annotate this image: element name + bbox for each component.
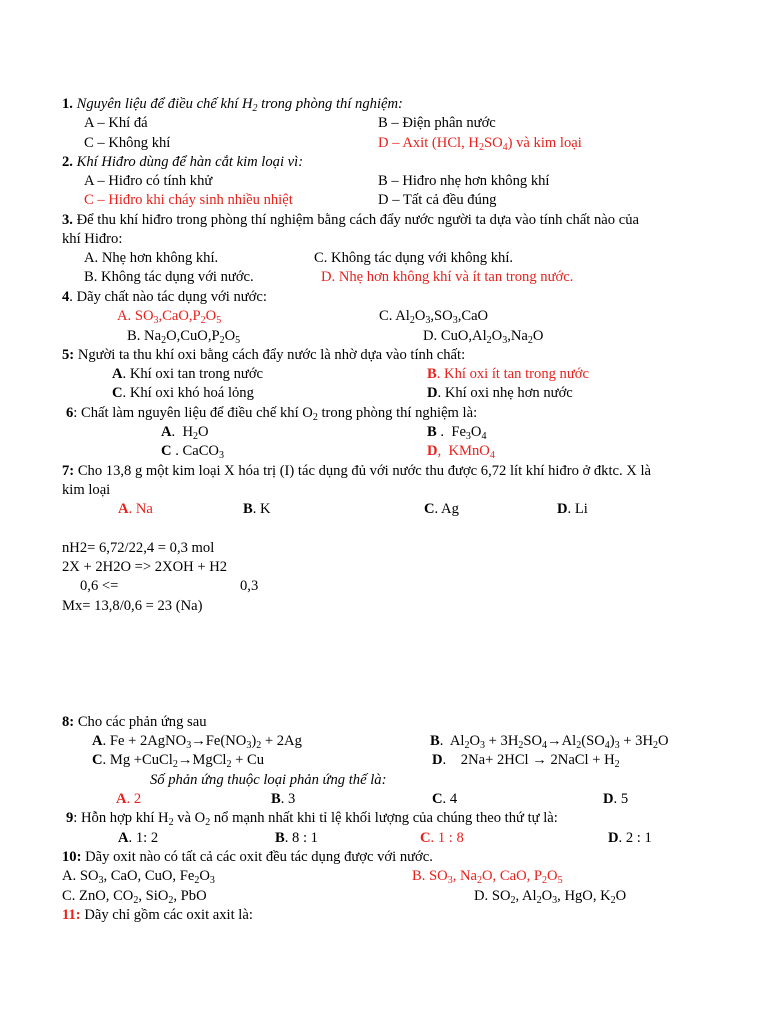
q8-answer-a <box>116 790 141 809</box>
q8-sub-question-text: Số phản ứng thuộc loại phản ứng thế là: <box>150 772 387 788</box>
q6-option-d: D, KMnO$_4$ <box>427 443 495 461</box>
q6-number: 6 <box>66 405 74 421</box>
q7-stem <box>62 462 651 481</box>
q5-option-b <box>427 365 589 384</box>
q7-work-line4: Mx= 13,8/0,6 = 23 (Na) <box>62 598 203 614</box>
q2-number: 2. <box>62 154 73 170</box>
q5-a-text: . Khí oxi tan trong nước <box>122 366 264 382</box>
q9-ans-c-letter: C <box>420 830 431 846</box>
q5-d-letter: D <box>427 385 438 401</box>
q6-stem: 6: Chất làm nguyên liệu để điều chế khí $O_2$ trong phòng thí nghiệm là: <box>66 405 478 423</box>
q10-option-c: C. ZnO, $CO_2$, SiO$_2$, PbO <box>62 888 207 906</box>
q8-stem-text: Cho các phản ứng sau <box>77 714 207 730</box>
q7-d-text: . Li <box>567 501 588 517</box>
q9-number: 9 <box>66 810 74 826</box>
q1-option-c: C – Không khí <box>84 135 171 151</box>
q11-number: 11: <box>62 907 81 923</box>
q7-option-b <box>243 500 271 519</box>
q1-number: 1. <box>62 96 73 112</box>
q5-c-letter: C <box>112 385 123 401</box>
q2-option-c: C – Hiđro khi cháy sinh nhiều nhiệt <box>84 192 293 208</box>
q7-work-line3-left: 0,6 <= <box>80 578 119 594</box>
q8-ans-c-letter: C <box>432 791 443 807</box>
q5-c-text: . Khí oxi khó hoá lỏng <box>122 385 254 401</box>
q7-stem-line1: Cho 13,8 g một kim loại X hóa trị (I) tác dụng đủ với nước thu được 6,72 lít khí hiđro ở đktc. X là <box>77 463 652 479</box>
q7-option-c <box>424 500 459 519</box>
q9-ans-b-text: . 8 : 1 <box>284 830 318 846</box>
q3-option-c: C. Không tác dụng với không khí. <box>314 250 514 266</box>
q9-answer-a <box>118 829 158 848</box>
q7-option-d <box>557 500 588 519</box>
q8-sub-question <box>150 771 386 790</box>
q4-number: 4 <box>62 289 70 305</box>
q1-option-a: A – Khí đá <box>84 115 148 131</box>
q11-stem <box>62 906 253 925</box>
q5-number: 5: <box>62 347 75 363</box>
q3-option-b: B. Không tác dụng với nước. <box>84 269 254 285</box>
q11-stem-text: Dãy chỉ gồm các oxit axit là: <box>84 907 253 923</box>
q8-number: 8: <box>62 714 75 730</box>
q9-ans-b-letter: B <box>275 830 285 846</box>
q8-stem <box>62 713 207 732</box>
q4-option-a: A. $SO_3,CaO,P_2O_5$ <box>117 308 222 326</box>
q7-b-text: . K <box>252 501 271 517</box>
q2-stem <box>62 153 303 172</box>
q6-d-letter: D <box>427 443 438 459</box>
q5-option-d <box>427 384 573 403</box>
q9-stem: 9: Hỗn hợp khí $H_2$ và $O_2$ nổ mạnh nhất khi tỉ lệ khối lượng của chúng theo thứ tự là: <box>66 810 558 828</box>
q3-option-d: D. Nhẹ hơn không khí và ít tan trong nước. <box>321 269 574 285</box>
q5-b-letter: B <box>427 366 437 382</box>
q5-option-a <box>112 365 263 384</box>
q4-option-d: D. $CuO,Al_2O_3,Na_2O$ <box>423 328 544 346</box>
q7-option-a <box>118 500 153 519</box>
q8-ans-a-text: . 2 <box>126 791 142 807</box>
q10-stem <box>62 848 433 867</box>
q3-stem <box>62 211 639 230</box>
q1-stem: 1. Nguyên liệu để điều chế khí $H_2$ trong phòng thí nghiệm: <box>62 96 403 114</box>
q5-b-text: . Khí oxi ít tan trong nước <box>436 366 589 382</box>
q7-b-letter: B <box>243 501 253 517</box>
q8-option-c: C. Mg +CuCl$_2$→MgCl$_2$ + Cu <box>92 752 265 770</box>
q8-answer-b <box>271 790 295 809</box>
q4-option-b: B. $Na_2O,CuO,P_2O_5$ <box>127 328 241 346</box>
q2-option-d: D – Tất cả đều đúng <box>378 192 497 208</box>
q8-ans-a-letter: A <box>116 791 127 807</box>
q7-work-line1: nH2= 6,72/22,4 = 0,3 mol <box>62 540 215 556</box>
q8-answer-c <box>432 790 457 809</box>
q8-ans-c-text: . 4 <box>442 791 458 807</box>
q7-a-letter: A <box>118 501 129 517</box>
q8-ans-d-text: . 5 <box>613 791 629 807</box>
q6-b-letter: B <box>427 424 437 440</box>
q8-d-letter: D <box>432 752 443 768</box>
q3-number: 3. <box>62 212 73 228</box>
q9-answer-c <box>420 829 464 848</box>
q10-option-a: A. $SO_3$, CaO, CuO, $Fe_2O_3$ <box>62 868 215 886</box>
q8-option-d: D. 2Na+ 2HCl → 2NaCl + $H_2$ <box>432 752 620 770</box>
q7-number: 7: <box>62 463 75 479</box>
q2-option-b: B – Hiđro nhẹ hơn không khí <box>378 173 550 189</box>
q1-option-b: B – Điện phân nước <box>378 115 496 131</box>
q1-option-d: D – Axit (HCl, $H_2SO_4$) và kim loại <box>378 135 582 153</box>
q10-number: 10: <box>62 849 82 865</box>
q8-b-letter: B <box>430 733 440 749</box>
q7-a-text: . Na <box>128 501 153 517</box>
q5-d-text: . Khí oxi nhẹ hơn nước <box>437 385 573 401</box>
q9-answer-d <box>608 829 652 848</box>
q6-c-letter: C <box>161 443 172 459</box>
q8-a-letter: A <box>92 733 103 749</box>
q4-option-c: C. $Al_2O_3,SO_3,CaO$ <box>379 308 489 326</box>
q8-ans-d-letter: D <box>603 791 614 807</box>
q5-stem <box>62 346 465 365</box>
q9-ans-d-letter: D <box>608 830 619 846</box>
q8-ans-b-text: . 3 <box>280 791 296 807</box>
q7-work-line2: 2X + 2H2O => 2XOH + H2 <box>62 559 228 575</box>
q5-option-c <box>112 384 254 403</box>
q6-option-b: B . $Fe_3O_4$ <box>427 424 487 442</box>
q6-option-c: C . CaCO$_3$ <box>161 443 224 461</box>
q9-answer-b <box>275 829 318 848</box>
q8-option-b: B. $Al_2O_3 + 3H_2SO_4\to Al_2(SO_4)_3 + 3H_2O$ <box>430 733 669 751</box>
q4-stem <box>62 288 267 307</box>
q10-stem-text: Dãy oxit nào có tất cả các oxit đều tác dụng được với nước. <box>85 849 433 865</box>
q9-ans-d-text: . 2 : 1 <box>618 830 652 846</box>
q7-c-text: . Ag <box>434 501 459 517</box>
q6-a-letter: A <box>161 424 172 440</box>
q2-stem-text: Khí Hiđro dùng để hàn cắt kim loại vì: <box>76 154 304 170</box>
q9-ans-c-text: . 1 : 8 <box>430 830 464 846</box>
q8-c-letter: C <box>92 752 103 768</box>
q7-work-line3-right: 0,3 <box>240 578 259 594</box>
q8-answer-d <box>603 790 628 809</box>
q2-option-a: A – Hiđro có tính khử <box>84 173 213 189</box>
q8-option-a: A. $Fe + 2AgNO_3\to Fe(NO_3)_2 + 2Ag$ <box>92 733 302 751</box>
q5-stem-text: Người ta thu khí oxi bằng cách đẩy nước là nhờ dựa vào tính chất: <box>77 347 466 363</box>
q9-ans-a-text: . 1: 2 <box>128 830 159 846</box>
q9-ans-a-letter: A <box>118 830 129 846</box>
q7-stem-line2: kim loại <box>62 482 111 498</box>
q7-d-letter: D <box>557 501 568 517</box>
q10-option-d: D. $SO_2$, $Al_2O_3$, HgO, $K_2O$ <box>474 888 627 906</box>
q3-stem-line2: khí Hiđro: <box>62 231 123 247</box>
q4-stem-text: . Dãy chất nào tác dụng với nước: <box>69 289 267 305</box>
q7-c-letter: C <box>424 501 435 517</box>
q6-option-a: A. $H_2O$ <box>161 424 209 442</box>
q3-stem-line1: Để thu khí hiđro trong phòng thí nghiệm bằng cách đẩy nước người ta dựa vào tính chất nào của <box>76 212 639 228</box>
q3-option-a: A. Nhẹ hơn không khí. <box>84 250 219 266</box>
q8-ans-b-letter: B <box>271 791 281 807</box>
q5-a-letter: A <box>112 366 123 382</box>
q10-option-b: B. $SO_3$, $Na_2O$, CaO, $P_2O_5$ <box>412 868 563 886</box>
